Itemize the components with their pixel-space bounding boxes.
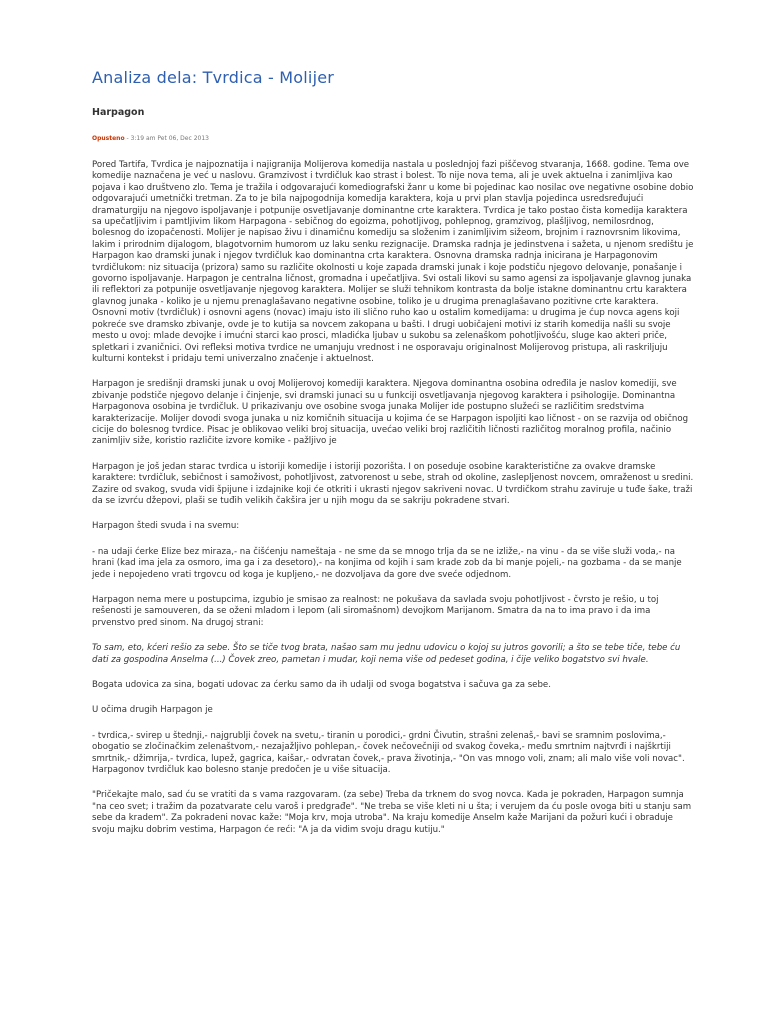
article [92,60,694,850]
paragraph-saves-list: - na udaji ćerke Elize bez miraza,- na čišćenju nameštaja - ne sme da se mnogo trlja da se ne izliže,- na vinu - da se više služi voda,- na hrani (kad ima jela za osmoro, ima ga i za desetoro),- na konjima od kojih i sam krade zob da bi manje pojeli,- na gozbama - da se manje jede i nepojedeno vrati trgovcu od koga je kupljeno,- ne dozvoljava da gore dve sveće odjednom. [92,546,682,580]
paragraph-no-measure: Harpagon nema mere u postupcima, izgubio je smisao za realnost: ne pokušava da savlada svoju pohotljivost - čvrsto je rešio, u toj rešenosti je samouveren, da se oženi mladom i lepom (ali siromašnom) devojkom Marijanom. Smatra da na to ima pravo i da ima prvenstvo pred sinom. Na drugoj strani: [92,595,659,628]
meta-separator: - [124,135,131,142]
post-timestamp: 3:19 am Pet 06, Dec 2013 [130,135,209,142]
paragraph-intro: Pored Tartifa, Tvrdica je najpoznatija i najigranija Molijerova komedija nastala u poslednjoj fazi piščevog stvaranja, 1668. godine. Tema ove komedije naznačena je već u naslovu. Gramzivost i tvrdičluk kao strast i bolest. To nije nova tema, ali je uvek aktuelna i zanimljiva kao pojava i kao društveno zlo. Tema je tražila i odgovarajući komediografski žanr u kome bi pojedinac kao nosilac ove negativne osobine dobio odgovarajući umetnički tretman. Za to je bila najpogodnija komedija karaktera, koja u prvi plan stavlja pojedinca usredsređujući dramaturgiju na njegovo ispoljavanje i potpunije osvetljavanje dominantne crte karaktera. Tvrdica je tako postao čista komedija karaktera sa upečatljivim i pamtljivim likom Harpagona - sebičnog do egoizma, pohotljivog, pohlepnog, gramzivog, plašljivog, nemilosrdnog, bolesnog do izopačenosti. Molijer je napisao živu i dinamičnu komediju sa složenim i zanimljivim sižeom, brojnim i raznovrsnim likovima, lakim i prirodnim dijalogom, blagotvornim humorom uz laku senku rezignacije. Dramska radnja je jedinstvena i sažeta, u njenom središtu je Harpagon kao dramski junak i njegov tvrdičluk kao dominantna crta karaktera. Osnovna dramska radnja inicirana je Harpagonovim tvrdičlukom: niz situacija (prizora) samo su različite okolnosti u koje zapada dramski junak i koje podstiču njegovo delovanje, ponašanje i govorno ispoljavanje. Harpagon je centralna ličnost, gromadna i upečatljiva. Svi ostali likovi su samo agensi za ispoljavanje glavnog junaka ili reflektori za potpunije osvetljavanje njegovog karaktera. Molijer se služi tehnikom kontrasta da bolje istakne dominantnu crtu karaktera glavnog junaka - koliko je u njemu prenaglašavano negativne osobine, toliko je u drugima prenaglašavano pozitivne crte karaktera. Osnovni motiv (tvrdičluk) i osnovni agens (novac) imaju isto ili slično ruho kao u ostalim komedijama: u drugima je ćup novca agens koji pokreće sve dramsko zbivanje, ovde je to kutija sa novcem zakopana u bašti. I drugi uobičajeni motivi iz starih komedija našli su svoje mesto u ovoj: mlade devojke i imućni starci kao prosci, mladićka ljubav u sukobu sa zelenaškom pohotljivošću, sluge kao akteri priče, spletkari i zvaničnici. Ovi refleksi motiva tvrdice ne umanjuju vrednost i ne osporavaju originalnost Molijerovog pristupa, ali raskriljuju kulturni kontekst i pridaju temi univerzalno značenje i aktuelnost. [92,160,694,364]
paragraph-others-heading: U očima drugih Harpagon je [92,705,213,716]
quote-paragraph: To sam, eto, kćeri rešio za sebe. Što se tiče tvog brata, našao sam mu jednu udovicu o kojoj su jutros govorili; a što se tebe tiče, tebe ću dati za gospodina Anselma (...) Čovek zreo, pametan i mudar, koji nema više od pedeset godina, i čije veliko bogatstvo svi hvale. [92,643,681,665]
author-link[interactable]: Opusteno [92,135,125,142]
paragraph-harpagon-traits: Harpagon je još jedan starac tvrdica u istoriji komedije i istoriji pozorišta. I on poseduje osobine karakteristične za ovakve dramske karaktere: tvrdičluk, sebičnost i samoživost, pohotljivost, zatvorenost u sebe, strah od okoline, zaslepljenost novcem, omraženost u sredini. Zazire od svakog, svuda vidi špijune i izdajnike koji će otkriti i ukrasti njegov sakriveni novac. U tvrdičkom strahu zaviruje u tuđe šake, traži da se izvrću džepovi, plaši se tuđih velikih čakšira jer u njih mogu da se sakriju pokradene stvari. [92,461,694,506]
paragraph-widow: Bogata udovica za sina, bogati udovac za ćerku samo da ih udalji od svoga bogatstva i sačuva ga za sebe. [92,680,551,691]
article-subtitle: Harpagon [92,107,145,118]
post-meta [92,135,694,142]
paragraph-saves-heading: Harpagon štedi svuda i na svemu: [92,521,240,532]
paragraph-final: "Pričekajte malo, sad ću se vratiti da s vama razgovaram. (za sebe) Treba da trknem do svog novca. Kada je pokraden, Harpagon sumnja "na ceo svet; i tražim da pozatvarate celu varoš i predgrađe". "Ne treba se više kleti ni u šta; i verujem da ću posle ovoga biti u stanju sam sebe da kradem". Za pokradeni novac kaže: "Moja krv, moja utroba". Na kraju komedije Anselm kaže Marijani da požuri kući i obraduje svoju majku dobrim vestima, Harpagon će reći: "A ja da vidim svoju dragu kutiju." [92,790,692,835]
paragraph-harpagon-central: Harpagon je središnji dramski junak u ovoj Molijerovoj komediji karaktera. Njegova dominantna osobina određila je naslov komediji, sve zbivanje podstiče njegovo delanje i činjenje, svi dramski junaci su u funkciji osvetljavanja njegovog karaktera i psihologije. Dominantna Harpagonova osobina je tvrdičluk. U prikazivanju ove osobine svoga junaka Molijer ide postupno služeći se različitim sredstvima karakterizacije. Molijer dovodi svoga junaka u niz komičnih situacija u kojima će se Harpagon ispoljiti kao ličnost - on se razvija od običnog cicije do bolesnog tvrdice. Pisac je oblikovao veliki broj situacija, uvećao veliki broj različitih ličnosti različitog moralnog profila, načinio zanimljiv siže, koristio različite izvore komike - pažljivo je [92,379,689,447]
paragraph-others-list: - tvrdica,- svirep u štednji,- najgrublji čovek na svetu,- tiranin u porodici,- grdni Čivutin, strašni zelenaš,- bavi se sramnim poslovima,- obogatio se zločinačkim zelenaštvom,- nezajažljivo pohlepan,- čovek nečovečniji od svakog čoveka,- među smrtnim najtvrđi i najškrtiji smrtnik,- džimrija,- tvrdica, lupež, gagrica, kaišar,- odvratan čovek,- prava životinja,- "On vas mnogo voli, znam; ali malo više voli novac". Harpagonov tvrdičluk kao bolesno stanje predočen je u više situacija. [92,730,685,776]
page-title: Analiza dela: Tvrdica - Molijer [92,68,335,87]
